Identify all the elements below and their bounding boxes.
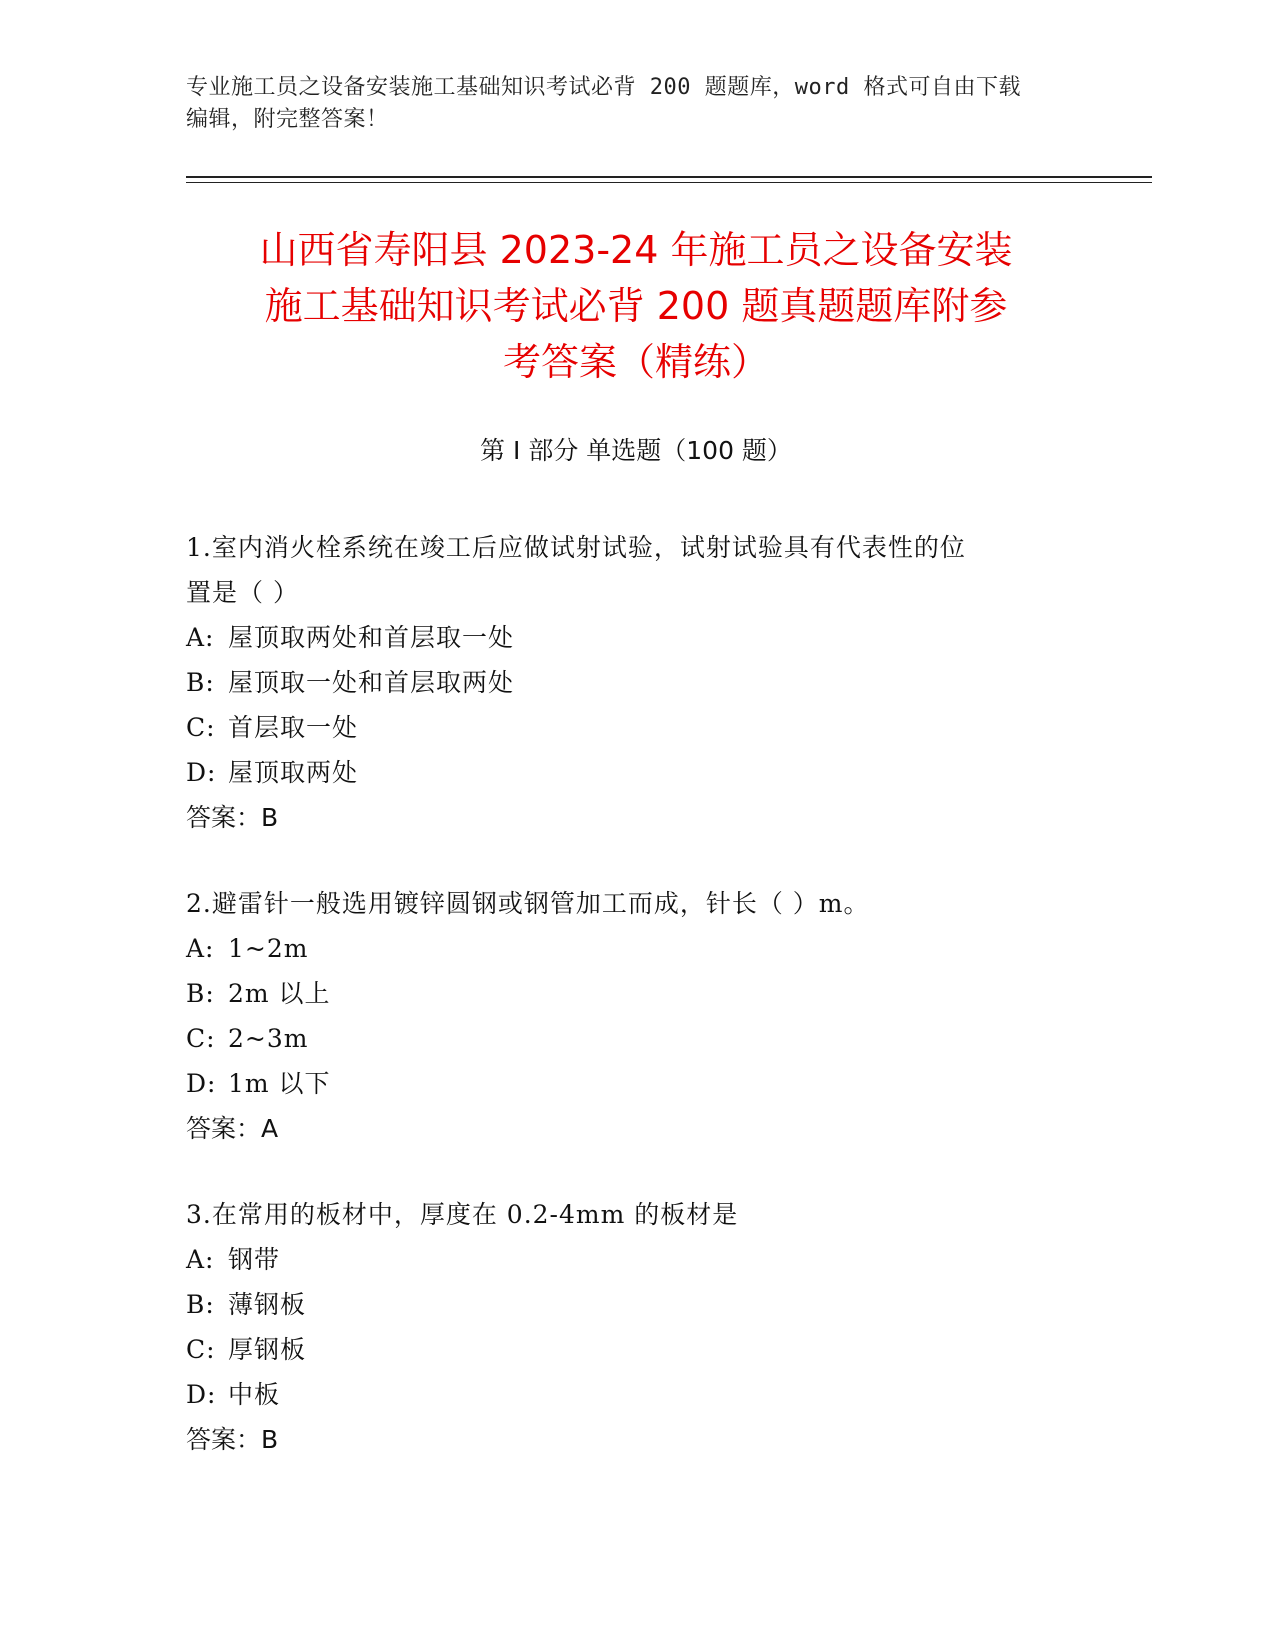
option-a [186, 1237, 1086, 1282]
option-text: 1m 以下 [228, 1069, 331, 1098]
document-title-line-1: 山西省寿阳县 2023-24 年施工员之设备安装 [259, 228, 1013, 272]
header-rule-thin [186, 182, 1152, 183]
option-text: 首层取一处 [228, 713, 359, 742]
option-text: 中板 [228, 1380, 281, 1409]
question-stem: 1.室内消火栓系统在竣工后应做试射试验，试射试验具有代表性的位 [186, 533, 966, 562]
header-rule-thick [186, 176, 1152, 178]
answer-line: 答案：B [186, 803, 279, 832]
answer-line: 答案：B [186, 1425, 279, 1454]
question-3 [186, 1192, 1086, 1462]
option-d [186, 1372, 1086, 1417]
option-c [186, 705, 1086, 750]
option-c [186, 1016, 1086, 1061]
option-d [186, 750, 1086, 795]
option-letter: A: [186, 934, 215, 963]
option-text: 屋顶取两处和首层取一处 [228, 623, 515, 652]
document-title-line-2: 施工基础知识考试必背 200 题真题题库附参 [264, 284, 1008, 328]
option-letter: B: [186, 979, 215, 1008]
option-text: 薄钢板 [228, 1290, 307, 1319]
option-letter: C: [186, 1335, 216, 1364]
header-note [186, 72, 1086, 136]
option-text: 厚钢板 [228, 1335, 307, 1364]
question-2 [186, 881, 1086, 1151]
option-letter: C: [186, 713, 216, 742]
option-b [186, 971, 1086, 1016]
header-note-line-1: 专业施工员之设备安装施工基础知识考试必背 200 题题库，word 格式可自由下载 [186, 75, 1021, 100]
section-title: 第 I 部分 单选题（100 题） [480, 436, 792, 465]
option-a [186, 926, 1086, 971]
answer-line: 答案：A [186, 1114, 279, 1143]
option-letter: A: [186, 1245, 215, 1274]
option-letter: B: [186, 1290, 215, 1319]
option-letter: D: [186, 1380, 217, 1409]
option-a [186, 615, 1086, 660]
question-stem-continued: 置是（ ） [186, 578, 299, 607]
option-text: 2m 以上 [228, 979, 331, 1008]
document-title [186, 222, 1086, 390]
option-letter: B: [186, 668, 215, 697]
option-text: 1~2m [228, 934, 309, 963]
question-stem: 3.在常用的板材中，厚度在 0.2-4mm 的板材是 [186, 1200, 739, 1229]
option-letter: C: [186, 1024, 216, 1053]
document-title-line-3: 考答案（精练） [502, 340, 769, 384]
option-text: 屋顶取一处和首层取两处 [228, 668, 515, 697]
option-c [186, 1327, 1086, 1372]
option-text: 钢带 [228, 1245, 281, 1274]
option-letter: D: [186, 758, 217, 787]
option-b [186, 1282, 1086, 1327]
header-note-line-2: 编辑，附完整答案！ [186, 107, 389, 132]
option-letter: A: [186, 623, 215, 652]
option-b [186, 660, 1086, 705]
question-stem: 2.避雷针一般选用镀锌圆钢或钢管加工而成，针长（ ）m。 [186, 889, 870, 918]
question-list [186, 525, 1086, 1503]
option-d [186, 1061, 1086, 1106]
option-text: 屋顶取两处 [228, 758, 359, 787]
option-text: 2~3m [228, 1024, 309, 1053]
option-letter: D: [186, 1069, 217, 1098]
question-1 [186, 525, 1086, 840]
